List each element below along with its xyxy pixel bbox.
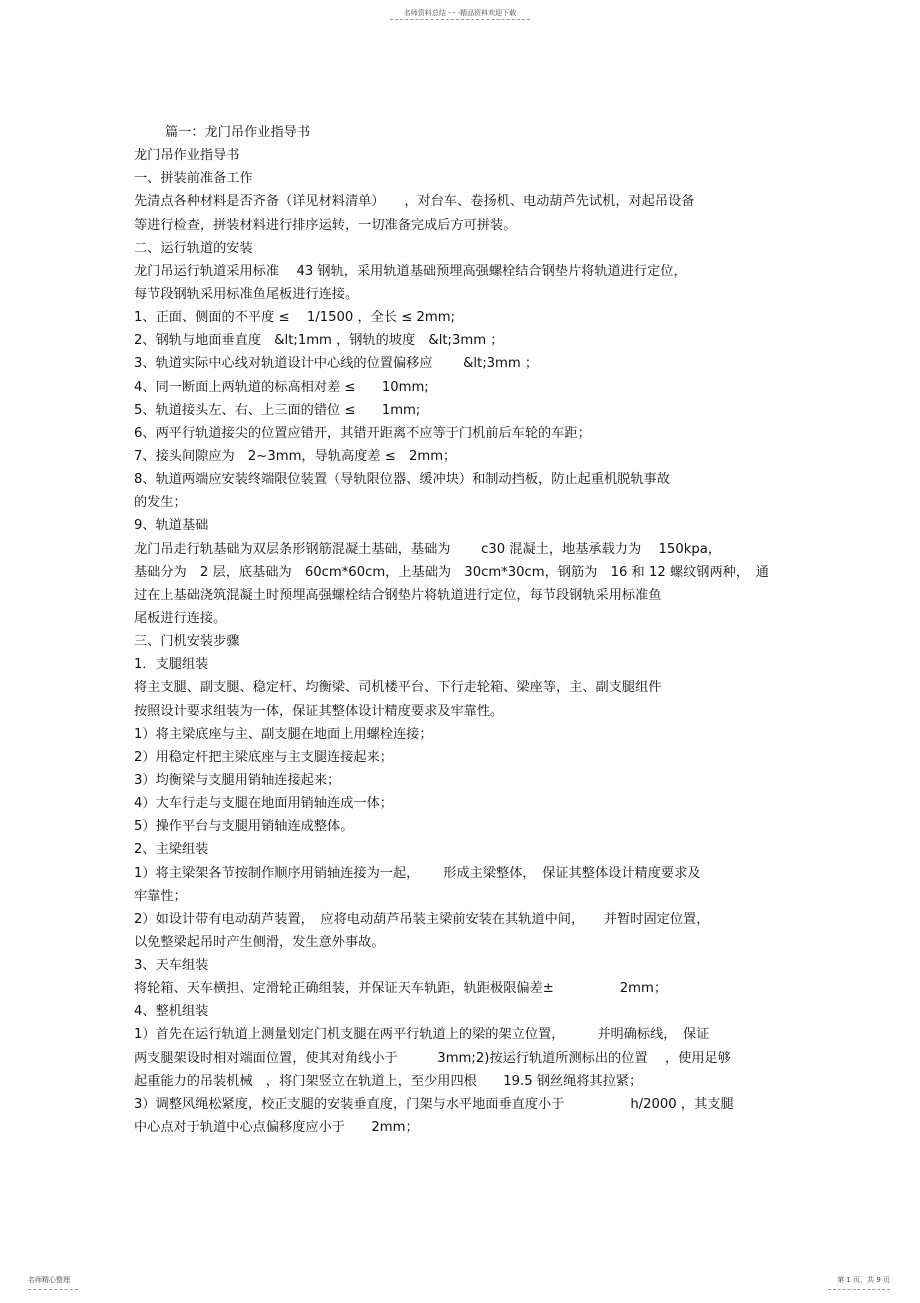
doc-line: 按照设计要求组装为一体，保证其整体设计精度要求及牢靠性。 (134, 703, 504, 719)
page-number: 第 1 页，共 9 页 (837, 1276, 890, 1284)
doc-line: 1、正面、侧面的不平度 ≤ 1/1500 ，全长 ≤ 2mm; (134, 310, 455, 326)
doc-line: 龙门吊作业指导书 (134, 148, 240, 164)
doc-line: 6、两平行轨道接尖的位置应错开，其错开距离不应等于门机前后车轮的车距； (134, 425, 591, 441)
footer-divider-left (28, 1289, 78, 1290)
section-heading: 4、整机组装 (134, 1004, 209, 1020)
doc-line: 尾板进行连接。 (134, 610, 227, 626)
doc-line: 2）用稳定杆把主梁底座与主支腿连接起来； (134, 749, 393, 765)
doc-line: 将主支腿、副支腿、稳定杆、均衡梁、司机楼平台、下行走轮箱、梁座等，主、副支腿组件 (134, 680, 662, 696)
doc-line: 2、钢轨与地面垂直度 &lt;1mm ，钢轨的坡度 &lt;3mm ； (134, 333, 504, 349)
section-heading: 二、运行轨道的安装 (134, 240, 253, 256)
doc-line: 龙门吊走行轨基础为双层条形钢筋混凝土基础，基础为 c30 混凝土，地基承载力为 150kpa， (134, 541, 721, 557)
doc-line: 牢靠性； (134, 888, 187, 904)
doc-line: 先清点各种材料是否齐备（详见材料清单） ，对台车、卷扬机、电动葫芦先试机，对起吊设备 (134, 194, 695, 210)
doc-line: 将轮箱、天车横担、定滑轮正确组装，并保证天车轨距，轨距极限偏差± 2mm； (134, 981, 668, 997)
doc-line: 两支腿架设时相对端面位置，使其对角线小于 3mm;2)按运行轨道所测标出的位置 ，使用足够 (134, 1050, 731, 1066)
page-footer-left: 名师精心整理 (28, 1276, 70, 1284)
doc-line: 龙门吊运行轨道采用标准 43 钢轨，采用轨道基础预埋高强螺栓结合钢垫片将轨道进行定位， (134, 263, 687, 279)
doc-line: 中心点对于轨道中心点偏移度应小于 2mm； (134, 1120, 419, 1136)
doc-line: 基础分为 2 层，底基础为 60cm*60cm，上基础为 30cm*30cm，钢筋为 16 和 12 螺纹钢两种， 通 (134, 564, 769, 580)
section-heading: 9、轨道基础 (134, 518, 209, 534)
doc-line: 1）将主梁底座与主、副支腿在地面上用螺栓连接； (134, 726, 433, 742)
doc-line: 每节段钢轨采用标准鱼尾板进行连接。 (134, 286, 359, 302)
section-heading: 1．支腿组装 (134, 657, 209, 673)
doc-line: 的发生； (134, 495, 187, 511)
header-divider (390, 19, 530, 20)
section-heading: 一、拼装前准备工作 (134, 171, 253, 187)
page-header: 名师资料总结 - - -精品资料欢迎下载 (403, 9, 517, 17)
doc-line: 等进行检查，拼装材料进行排序运转，一切准备完成后方可拼装。 (134, 217, 517, 233)
doc-line: 3、轨道实际中心线对轨道设计中心线的位置偏移应 &lt;3mm ； (134, 356, 539, 372)
doc-line: 起重能力的吊装机械 ，将门架竖立在轨道上，至少用四根 19.5 钢丝绳将其拉紧； (134, 1073, 643, 1089)
doc-line: 4）大车行走与支腿在地面用销轴连成一体； (134, 796, 393, 812)
doc-line: 3）均衡梁与支腿用销轴连接起来； (134, 772, 341, 788)
doc-line: 5）操作平台与支腿用销轴连成整体。 (134, 819, 354, 835)
doc-line: 4、同一断面上两轨道的标高相对差 ≤ 10mm; (134, 379, 429, 395)
doc-line: 5、轨道接头左、右、上三面的错位 ≤ 1mm; (134, 402, 421, 418)
doc-line: 1）将主梁架各节按制作顺序用销轴连接为一起， 形成主梁整体， 保证其整体设计精度要求及 (134, 865, 701, 881)
doc-line: 3）调整风绳松紧度，校正支腿的安装垂直度，门架与水平地面垂直度小于 h/2000 ，其支腿 (134, 1096, 734, 1112)
doc-line: 1）首先在运行轨道上测量划定门机支腿在两平行轨道上的梁的架立位置， 并明确标线， 保证 (134, 1027, 710, 1043)
doc-line: 2）如设计带有电动葫芦装置， 应将电动葫芦吊装主梁前安装在其轨道中间， 并暂时固定位置， (134, 911, 710, 927)
section-heading: 三、门机安装步骤 (134, 634, 240, 650)
document-body (134, 121, 794, 1139)
doc-line: 7、接头间隙应为 2~3mm，导轨高度差 ≤ 2mm； (134, 448, 457, 464)
doc-line: 8、轨道两端应安装终端限位装置（导轨限位器、缓冲块）和制动挡板，防止起重机脱轨事故 (134, 472, 670, 488)
doc-line: 以免整梁起吊时产生侧滑，发生意外事故。 (134, 934, 385, 950)
doc-title: 篇一：龙门吊作业指导书 (165, 125, 311, 140)
footer-divider-right (828, 1289, 890, 1290)
section-heading: 2、主梁组装 (134, 842, 209, 858)
section-heading: 3、天车组装 (134, 958, 209, 974)
doc-line: 过在上基础浇筑混凝土时预埋高强螺栓结合钢垫片将轨道进行定位，每节段钢轨采用标准鱼 (134, 587, 662, 603)
